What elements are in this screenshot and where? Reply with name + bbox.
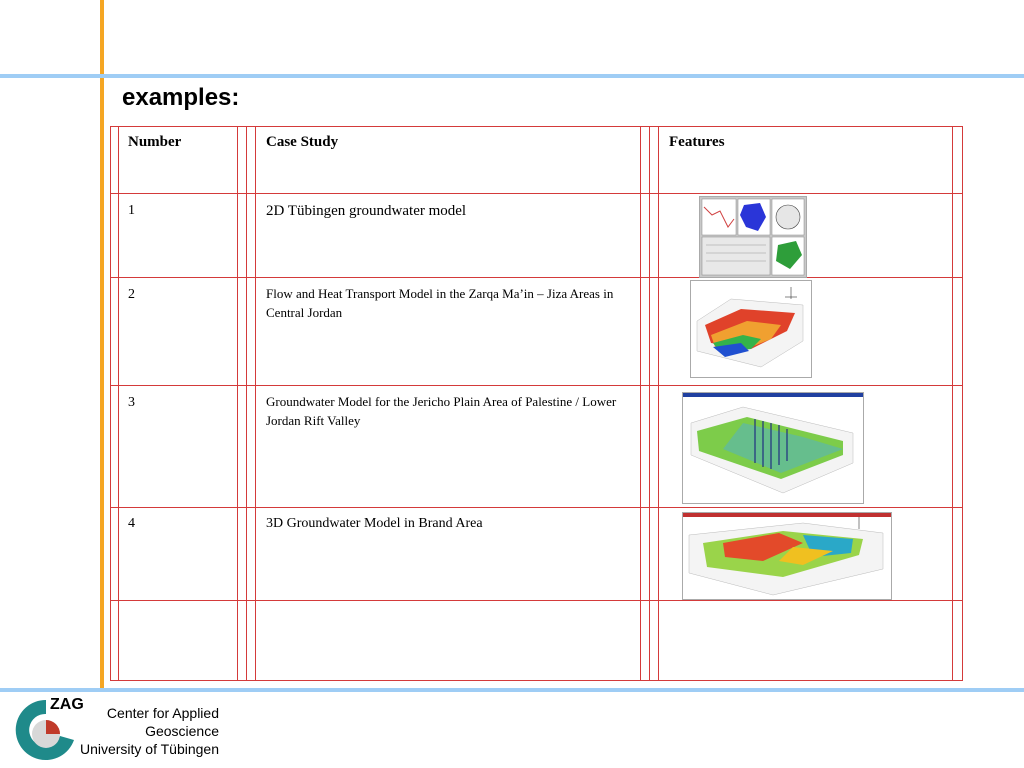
row-4-case-study: 3D Groundwater Model in Brand Area xyxy=(266,516,483,531)
row-4-feature-image xyxy=(682,512,892,600)
header-features: Features xyxy=(669,134,725,150)
org-line-1: Center for Applied xyxy=(106,705,219,721)
top-divider xyxy=(0,74,1024,78)
row-3-feature-image xyxy=(682,392,864,504)
org-line-2: Geoscience xyxy=(145,723,219,739)
vertical-accent-line xyxy=(100,0,104,692)
slide-heading: examples: xyxy=(122,84,240,111)
row-1-number: 1 xyxy=(128,203,135,218)
row-1-case-study: 2D Tübingen groundwater model xyxy=(266,203,467,219)
row-1-feature-image xyxy=(699,196,807,278)
row-2-number: 2 xyxy=(128,287,135,302)
org-line-3: University of Tübingen xyxy=(79,741,219,757)
organization-name xyxy=(80,704,219,758)
row-3-number: 3 xyxy=(128,395,135,410)
row-2-feature-image xyxy=(690,280,812,378)
row-3-case-study: Groundwater Model for the Jericho Plain Area of Palestine / Lower Jordan Rift Valley xyxy=(266,394,617,428)
bottom-divider xyxy=(0,688,1024,692)
header-case-study: Case Study xyxy=(266,134,339,150)
zag-logo-text: ZAG xyxy=(50,696,84,713)
row-4-number: 4 xyxy=(128,516,135,531)
header-number: Number xyxy=(128,134,182,150)
row-2-case-study: Flow and Heat Transport Model in the Zarqa Ma’in – Jiza Areas in Central Jordan xyxy=(266,286,614,320)
